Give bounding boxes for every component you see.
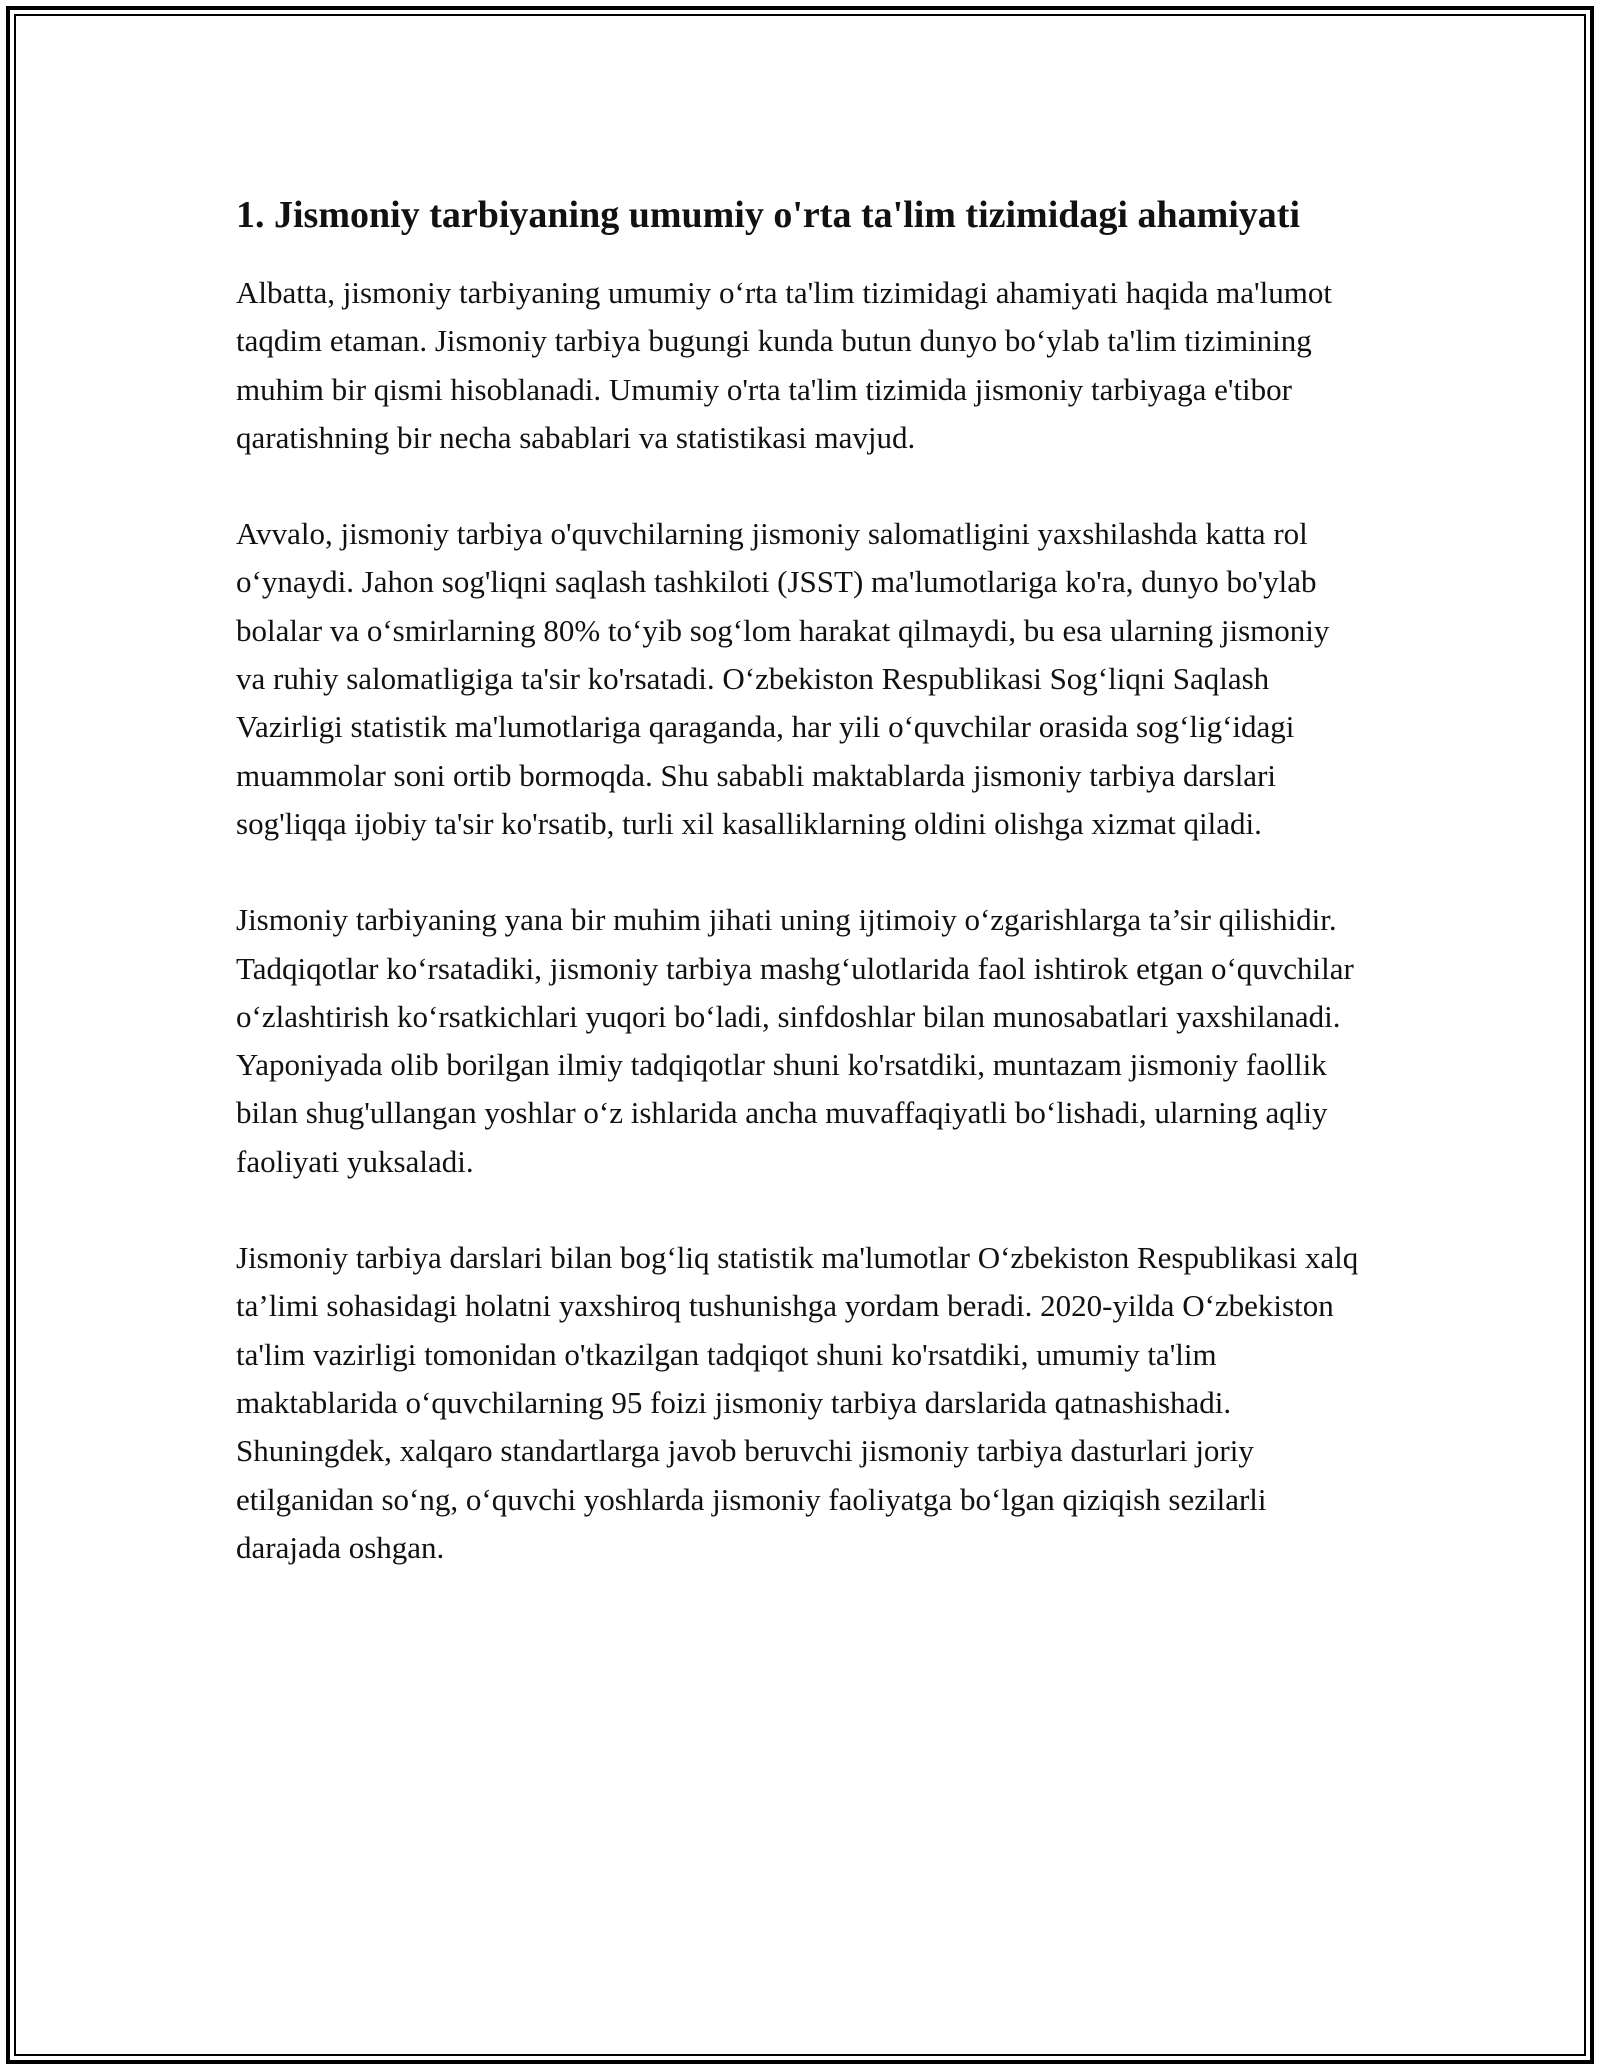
document-title: 1. Jismoniy tarbiyaning umumiy o'rta ta'lim tizimidagi ahamiyati — [236, 194, 1301, 236]
paragraph-statistics: Jismoniy tarbiya darslari bilan bog‘liq statistik ma'lumotlar O‘zbekiston Respublikasi xalq ta’limi sohasidagi holatni yaxshiroq tushunishga yordam beradi. 2020-yilda O‘zbekiston ta'lim vazirligi tomonidan o'tkazilgan tadqiqot shuni ko'rsatdiki, umumiy ta'lim maktablarida o‘quvchilarning 95 foizi jismoniy tarbiya darslarida qatnashishadi. Shuningdek, xalqaro standartlarga javob beruvchi jismoniy tarbiya dasturlari joriy etilganidan so‘ng, o‘quvchi yoshlarda jismoniy faoliyatga bo‘lgan qiziqish sezilarli darajada oshgan. — [236, 1240, 1359, 1565]
paragraph-health: Avvalo, jismoniy tarbiya o'quvchilarning jismoniy salomatligini yaxshilashda katta rol o‘ynaydi. Jahon sog'liqni saqlash tashkiloti (JSST) ma'lumotlariga ko'ra, dunyo bo'ylab bolalar va o‘smirlarning 80% to‘yib sog‘lom harakat qilmaydi, bu esa ularning jismoniy va ruhiy salomatligiga ta'sir ko'rsatadi. O‘zbekiston Respublikasi Sog‘liqni Saqlash Vazirligi statistik ma'lumotlariga qaraganda, har yili o‘quvchilar orasida sog‘lig‘idagi muammolar soni ortib bormoqda. Shu sababli maktablarda jismoniy tarbiya darslari sog'liqqa ijobiy ta'sir ko'rsatib, turli xil kasalliklarning oldini olishga xizmat qiladi. — [236, 516, 1330, 841]
paragraph-social-impact: Jismoniy tarbiyaning yana bir muhim jihati uning ijtimoiy o‘zgarishlarga ta’sir qilishidir. Tadqiqotlar ko‘rsatadiki, jismoniy tarbiya mashg‘ulotlarida faol ishtirok etgan o‘quvchilar o‘zlashtirish ko‘rsatkichlari yuqori bo‘ladi, sinfdoshlar bilan munosabatlari yaxshilanadi. Yaponiyada olib borilgan ilmiy tadqiqotlar shuni ko'rsatdiki, muntazam jismoniy faollik bilan shug'ullangan yoshlar o‘z ishlarida ancha muvaffaqiyatli bo‘lishadi, ularning aqliy faoliyati yuksaladi. — [236, 902, 1354, 1179]
paragraph-intro: Albatta, jismoniy tarbiyaning umumiy o‘rta ta'lim tizimidagi ahamiyati haqida ma'lumot taqdim etaman. Jismoniy tarbiya bugungi kunda butun dunyo bo‘ylab ta'lim tizimining muhim bir qismi hisoblanadi. Umumiy o'rta ta'lim tizimida jismoniy tarbiyaga e'tibor qaratishning bir necha sabablari va statistikasi mavjud. — [236, 275, 1332, 455]
document-body — [236, 188, 1366, 1620]
